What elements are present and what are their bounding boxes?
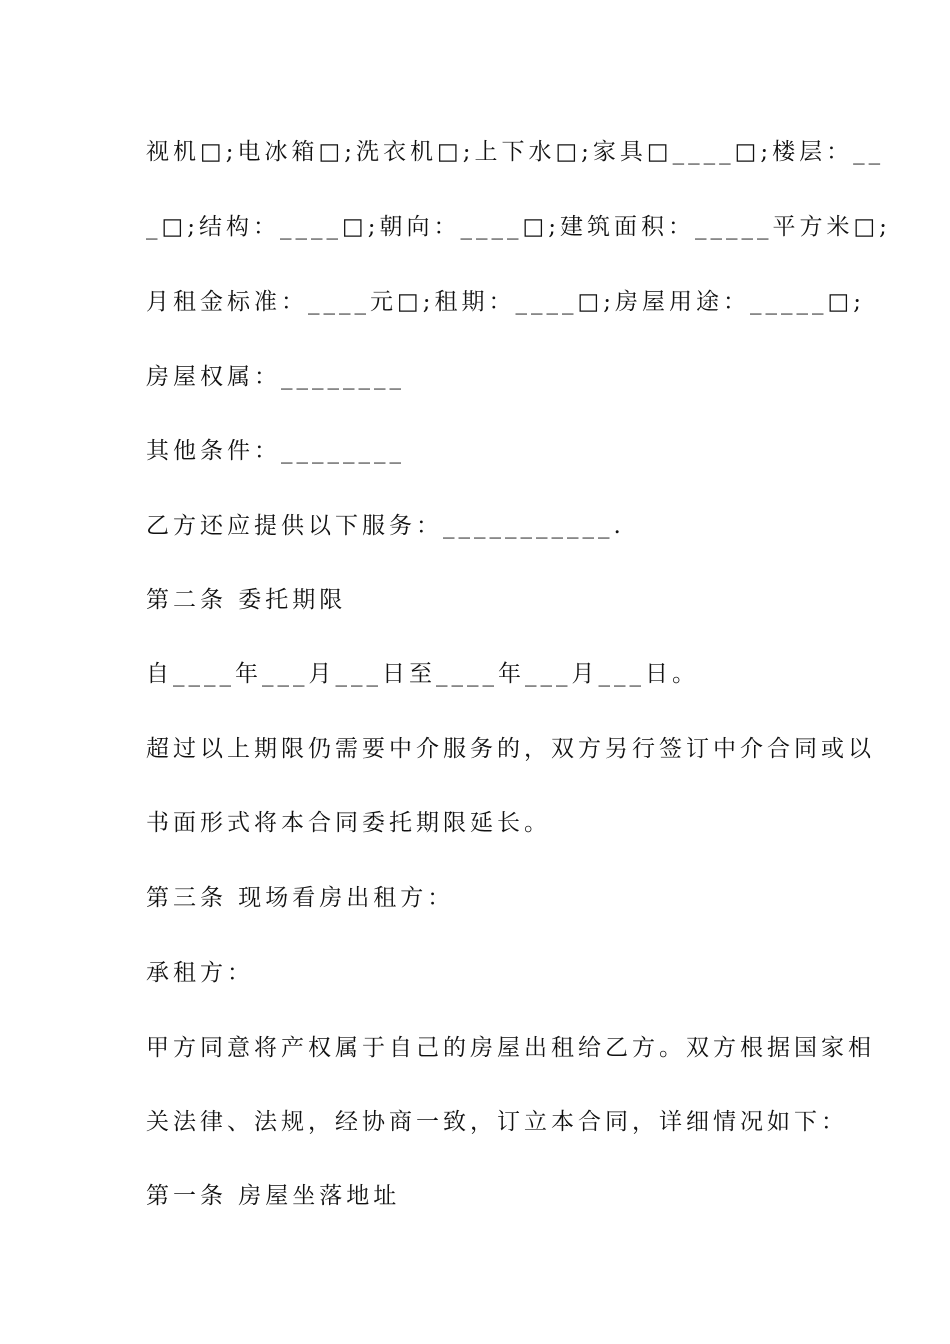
text-line-date-range: 自____年___月___日至____年___月___日。: [146, 661, 699, 687]
section-heading-article-1: 第一条 房屋坐落地址: [146, 1183, 401, 1209]
text-line-ownership: 房屋权属：________: [146, 364, 405, 390]
section-heading-article-3: 第三条 现场看房出租方：: [146, 885, 455, 911]
text-line-services: 乙方还应提供以下服务：___________.: [146, 513, 625, 539]
section-heading-article-2: 第二条 委托期限: [146, 587, 347, 613]
text-line-rent: 月租金标准：____元□;租期：____□;房屋用途：_____□;: [146, 289, 865, 315]
text-line-other-conditions: 其他条件：________: [146, 438, 405, 464]
text-line-agreement-2: 关法律、法规，经协商一致，订立本合同，详细情况如下：: [146, 1109, 848, 1135]
text-line-extension-1: 超过以上期限仍需要中介服务的，双方另行签订中介合同或以: [146, 736, 875, 762]
text-line-structure: _□;结构：____□;朝向：____□;建筑面积：_____平方米□;: [146, 214, 891, 240]
text-line-extension-2: 书面形式将本合同委托期限延长。: [146, 810, 551, 836]
text-line-agreement-1: 甲方同意将产权属于自己的房屋出租给乙方。双方根据国家相: [146, 1035, 875, 1061]
text-line-appliances: 视机□;电冰箱□;洗衣机□;上下水□;家具□____□;楼层：__: [146, 139, 885, 165]
text-line-tenant: 承租方：: [146, 960, 254, 986]
